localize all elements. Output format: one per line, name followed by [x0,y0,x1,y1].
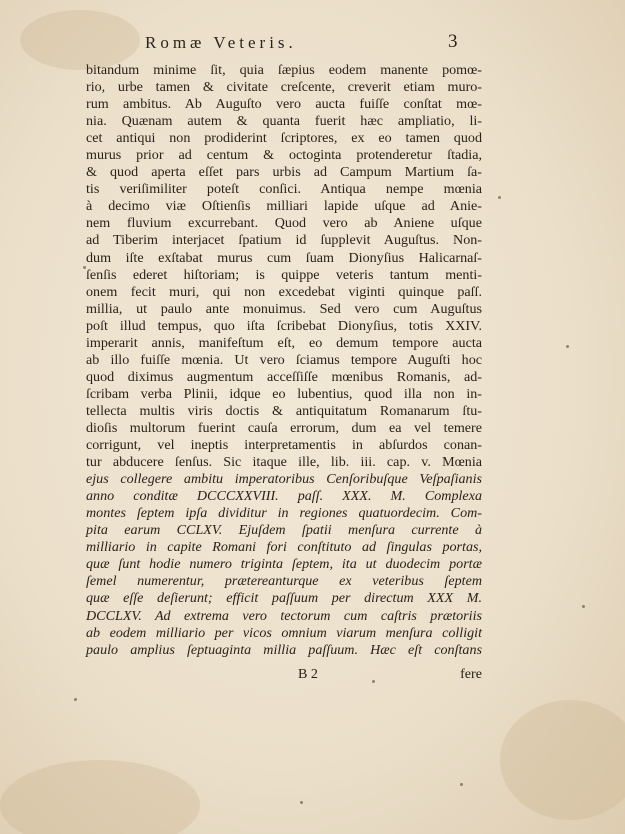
text-line: murus prior ad centum & octoginta protenderetur ſtadia, [86,147,482,164]
ink-speck [300,801,303,804]
text-line: nem fluvium excurrebant. Quod vero ab Aniene uſque [86,215,482,232]
text-line: cet antiqui non prodiderint ſcriptores, ex eo tamen quod [86,130,482,147]
ink-speck [566,345,569,348]
paper-stain [500,700,625,820]
quoted-text-line: DCCLXV. Ad extrema vero tectorum cum caſtris prætoriis [86,607,482,624]
body-text [86,62,482,659]
ink-speck [498,196,501,199]
quoted-text-line: ejus collegere ambitu imperatoribus Cenſoribuſque Veſpaſianis [86,471,482,488]
quoted-text-line: ſemel numerentur, prætereanturque ex veteribus ſeptem [86,573,482,590]
text-line: corrigunt, vel ineptis interpretamentis in abſurdos conan- [86,437,482,454]
text-line: imperarit annis, manifeſtum eſt, eo demum tempore aucta [86,334,482,351]
quoted-text-line: pita earum CCLXV. Ejuſdem ſpatii menſura currente à [86,522,482,539]
catchword: fere [460,666,482,682]
quoted-text-line: paulo amplius ſeptuaginta millia paſſuum. Hæc eſt conſtans [86,641,482,658]
text-line: & quod aperta eſſet pars urbis ad Campum Martium ſa- [86,164,482,181]
text-line: nia. Quænam autem & quanta fuerit hæc ampliatio, li- [86,113,482,130]
text-line: onem fecit muri, qui non excedebat viginti quinque paſſ. [86,283,482,300]
page-footer [86,665,482,685]
text-line: rio, urbe tamen & civitate creſcente, creverit etiam muro- [86,79,482,96]
text-line: dum iſte exſtabat murus cum ſuam Dionyſius Halicarnaſ- [86,249,482,266]
text-line: bitandum minime ſit, quia ſæpius eodem manente pomœ- [86,62,482,78]
ink-speck [582,605,585,608]
quoted-text-line: ab eodem milliario per vicos omnium viarum menſura colligit [86,624,482,641]
signature-mark: B 2 [298,666,318,682]
ink-speck [74,698,77,701]
paper-stain [0,760,200,834]
quoted-text-line: montes ſeptem ipſa dividitur in regiones quatuordecim. Com- [86,505,482,522]
text-line: tur abducere ſenſus. Sic itaque ille, lib. iii. cap. v. Mœnia [86,454,482,471]
text-line: tellecta multis viris doctis & antiquitatum Romanarum ſtu- [86,402,482,419]
text-line: ſcribam verba Plinii, idque eo lubentius, quod illa non in- [86,385,482,402]
text-line: tis veriſimiliter poteſt conſici. Antiqua nempe mœnia [86,181,482,198]
text-line: ſenſis ederet hiſtoriam; is quippe veteris tantum menti- [86,266,482,283]
text-line: ad Tiberim interjacet ſpatium id ſupplevit Auguſtus. Non- [86,232,482,249]
text-line: à decimo viæ Oſtienſis milliari lapide uſque ad Anie- [86,198,482,215]
page-number: 3 [448,31,458,52]
ink-speck [460,783,463,786]
quoted-text-line: milliario in capite Romani fori conſtituto ad ſingulas portas, [86,539,482,556]
text-line: poſt illud tempus, quo iſta ſcribebat Dionyſius, totis XXIV. [86,317,482,334]
running-title: Romæ Veteris. [145,33,297,52]
quoted-text-line: anno conditæ DCCCXXVIII. paſſ. XXX. M. Complexa [86,488,482,505]
text-line: millia, ut paulo ante monuimus. Sed vero cum Auguſtus [86,300,482,317]
quoted-text-line: quæ ſunt hodie numero triginta ſeptem, ita ut duodecim portæ [86,556,482,573]
quoted-text-line: quæ eſſe deſierunt; efficit paſſuum per directum XXX M. [86,590,482,607]
page-header [0,33,625,59]
text-line: dioſis multorum fuerint cauſa errorum, dum ea vel temere [86,419,482,436]
text-line: quod diximus augmentum acceſſiſſe mœnibus Romanis, ad- [86,368,482,385]
text-line: rum ambitus. Ab Auguſto vero aucta fuiſſe conſtat mœ- [86,96,482,113]
text-line: ab illo fuiſſe mœnia. Ut vero ſciamus tempore Auguſti hoc [86,351,482,368]
